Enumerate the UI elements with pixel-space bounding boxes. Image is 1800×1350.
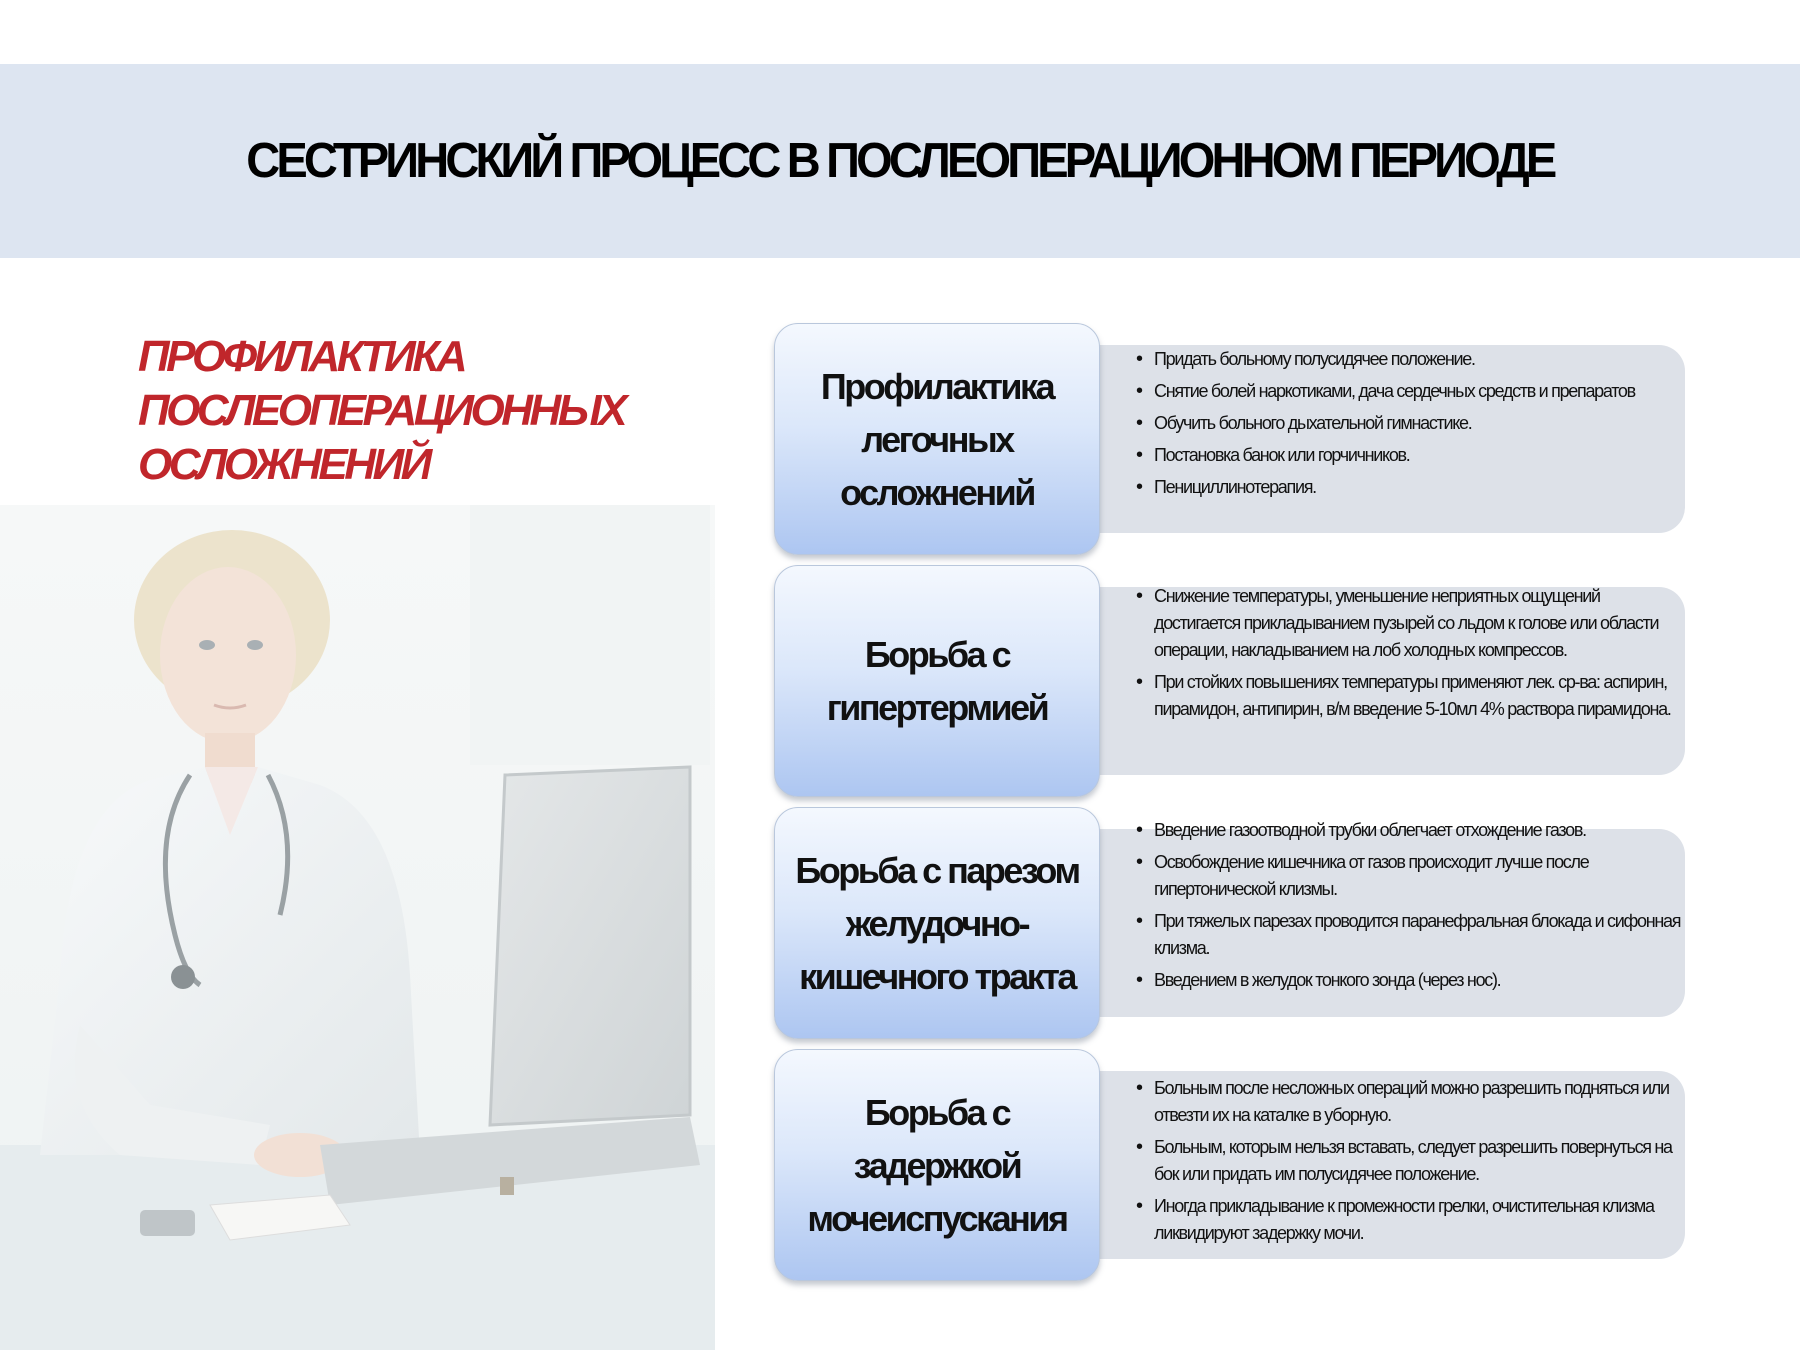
process-row-hyperthermia — [772, 565, 1692, 797]
heading-label: Борьба с гипертермией — [826, 634, 1048, 728]
list-item: • При тяжелых парезах проводится паранефральная блокада и сифонная клизма. — [1140, 908, 1688, 962]
list-item: • Иногда прикладывание к промежности грелки, очистительная клизма ликвидируют задержку мочи. — [1140, 1193, 1688, 1247]
list-item: • Введением в желудок тонкого зонда (через нос). — [1140, 967, 1688, 994]
list-item: • Освобождение кишечника от газов происходит лучше после гипертонической клизмы. — [1140, 849, 1688, 903]
process-row-urinary-retention — [772, 1049, 1692, 1281]
process-row-pulmonary — [772, 323, 1692, 555]
action-list — [1140, 346, 1688, 506]
action-list — [1140, 817, 1688, 999]
heading-box — [774, 807, 1100, 1039]
slide-title: СЕСТРИНСКИЙ ПРОЦЕСС В ПОСЛЕОПЕРАЦИОННОМ ПЕРИОДЕ — [246, 134, 1554, 188]
heading-label: Профилактика легочных осложнений — [820, 365, 1054, 513]
heading-box — [774, 1049, 1100, 1281]
heading-box — [774, 565, 1100, 797]
list-item: • Обучить больного дыхательной гимнастике. — [1140, 410, 1688, 437]
title-band — [0, 64, 1800, 258]
list-item: • Пенициллинотерапия. — [1140, 474, 1688, 501]
heading-label: Борьба с парезом желудочно- кишечного тракта — [795, 849, 1079, 997]
section-subtitle: ПРОФИЛАКТИКА ПОСЛЕОПЕРАЦИОННЫХ ОСЛОЖНЕНИЙ — [138, 332, 625, 489]
list-item: • Постановка банок или горчичников. — [1140, 442, 1688, 469]
list-item: • Снижение температуры, уменьшение неприятных ощущений достигается прикладыванием пузырей со льдом к голове или области операции, накладыванием на лоб холодных компрессов. — [1140, 583, 1688, 664]
heading-box — [774, 323, 1100, 555]
list-item: • Придать больному полусидячее положение. — [1140, 346, 1688, 373]
action-list — [1140, 1075, 1688, 1252]
list-item: • Снятие болей наркотиками, дача сердечных средств и препаратов — [1140, 378, 1688, 405]
process-row-paresis — [772, 807, 1692, 1039]
list-item: • При стойких повышениях температуры применяют лек. ср-ва: аспирин, пирамидон, антипирин, в/м введение 5-10мл 4% раствора пирамидона. — [1140, 669, 1688, 723]
list-item: • Введение газоотводной трубки облегчает отхождение газов. — [1140, 817, 1688, 844]
heading-label: Борьба с задержкой мочеиспускания — [807, 1091, 1067, 1239]
doctor-illustration — [0, 505, 715, 1350]
list-item: • Больным, которым нельзя вставать, следует разрешить повернуться на бок или придать им полусидячее положение. — [1140, 1134, 1688, 1188]
action-list — [1140, 583, 1688, 728]
list-item: • Больным после несложных операций можно разрешить подняться или отвезти их на каталке в уборную. — [1140, 1075, 1688, 1129]
